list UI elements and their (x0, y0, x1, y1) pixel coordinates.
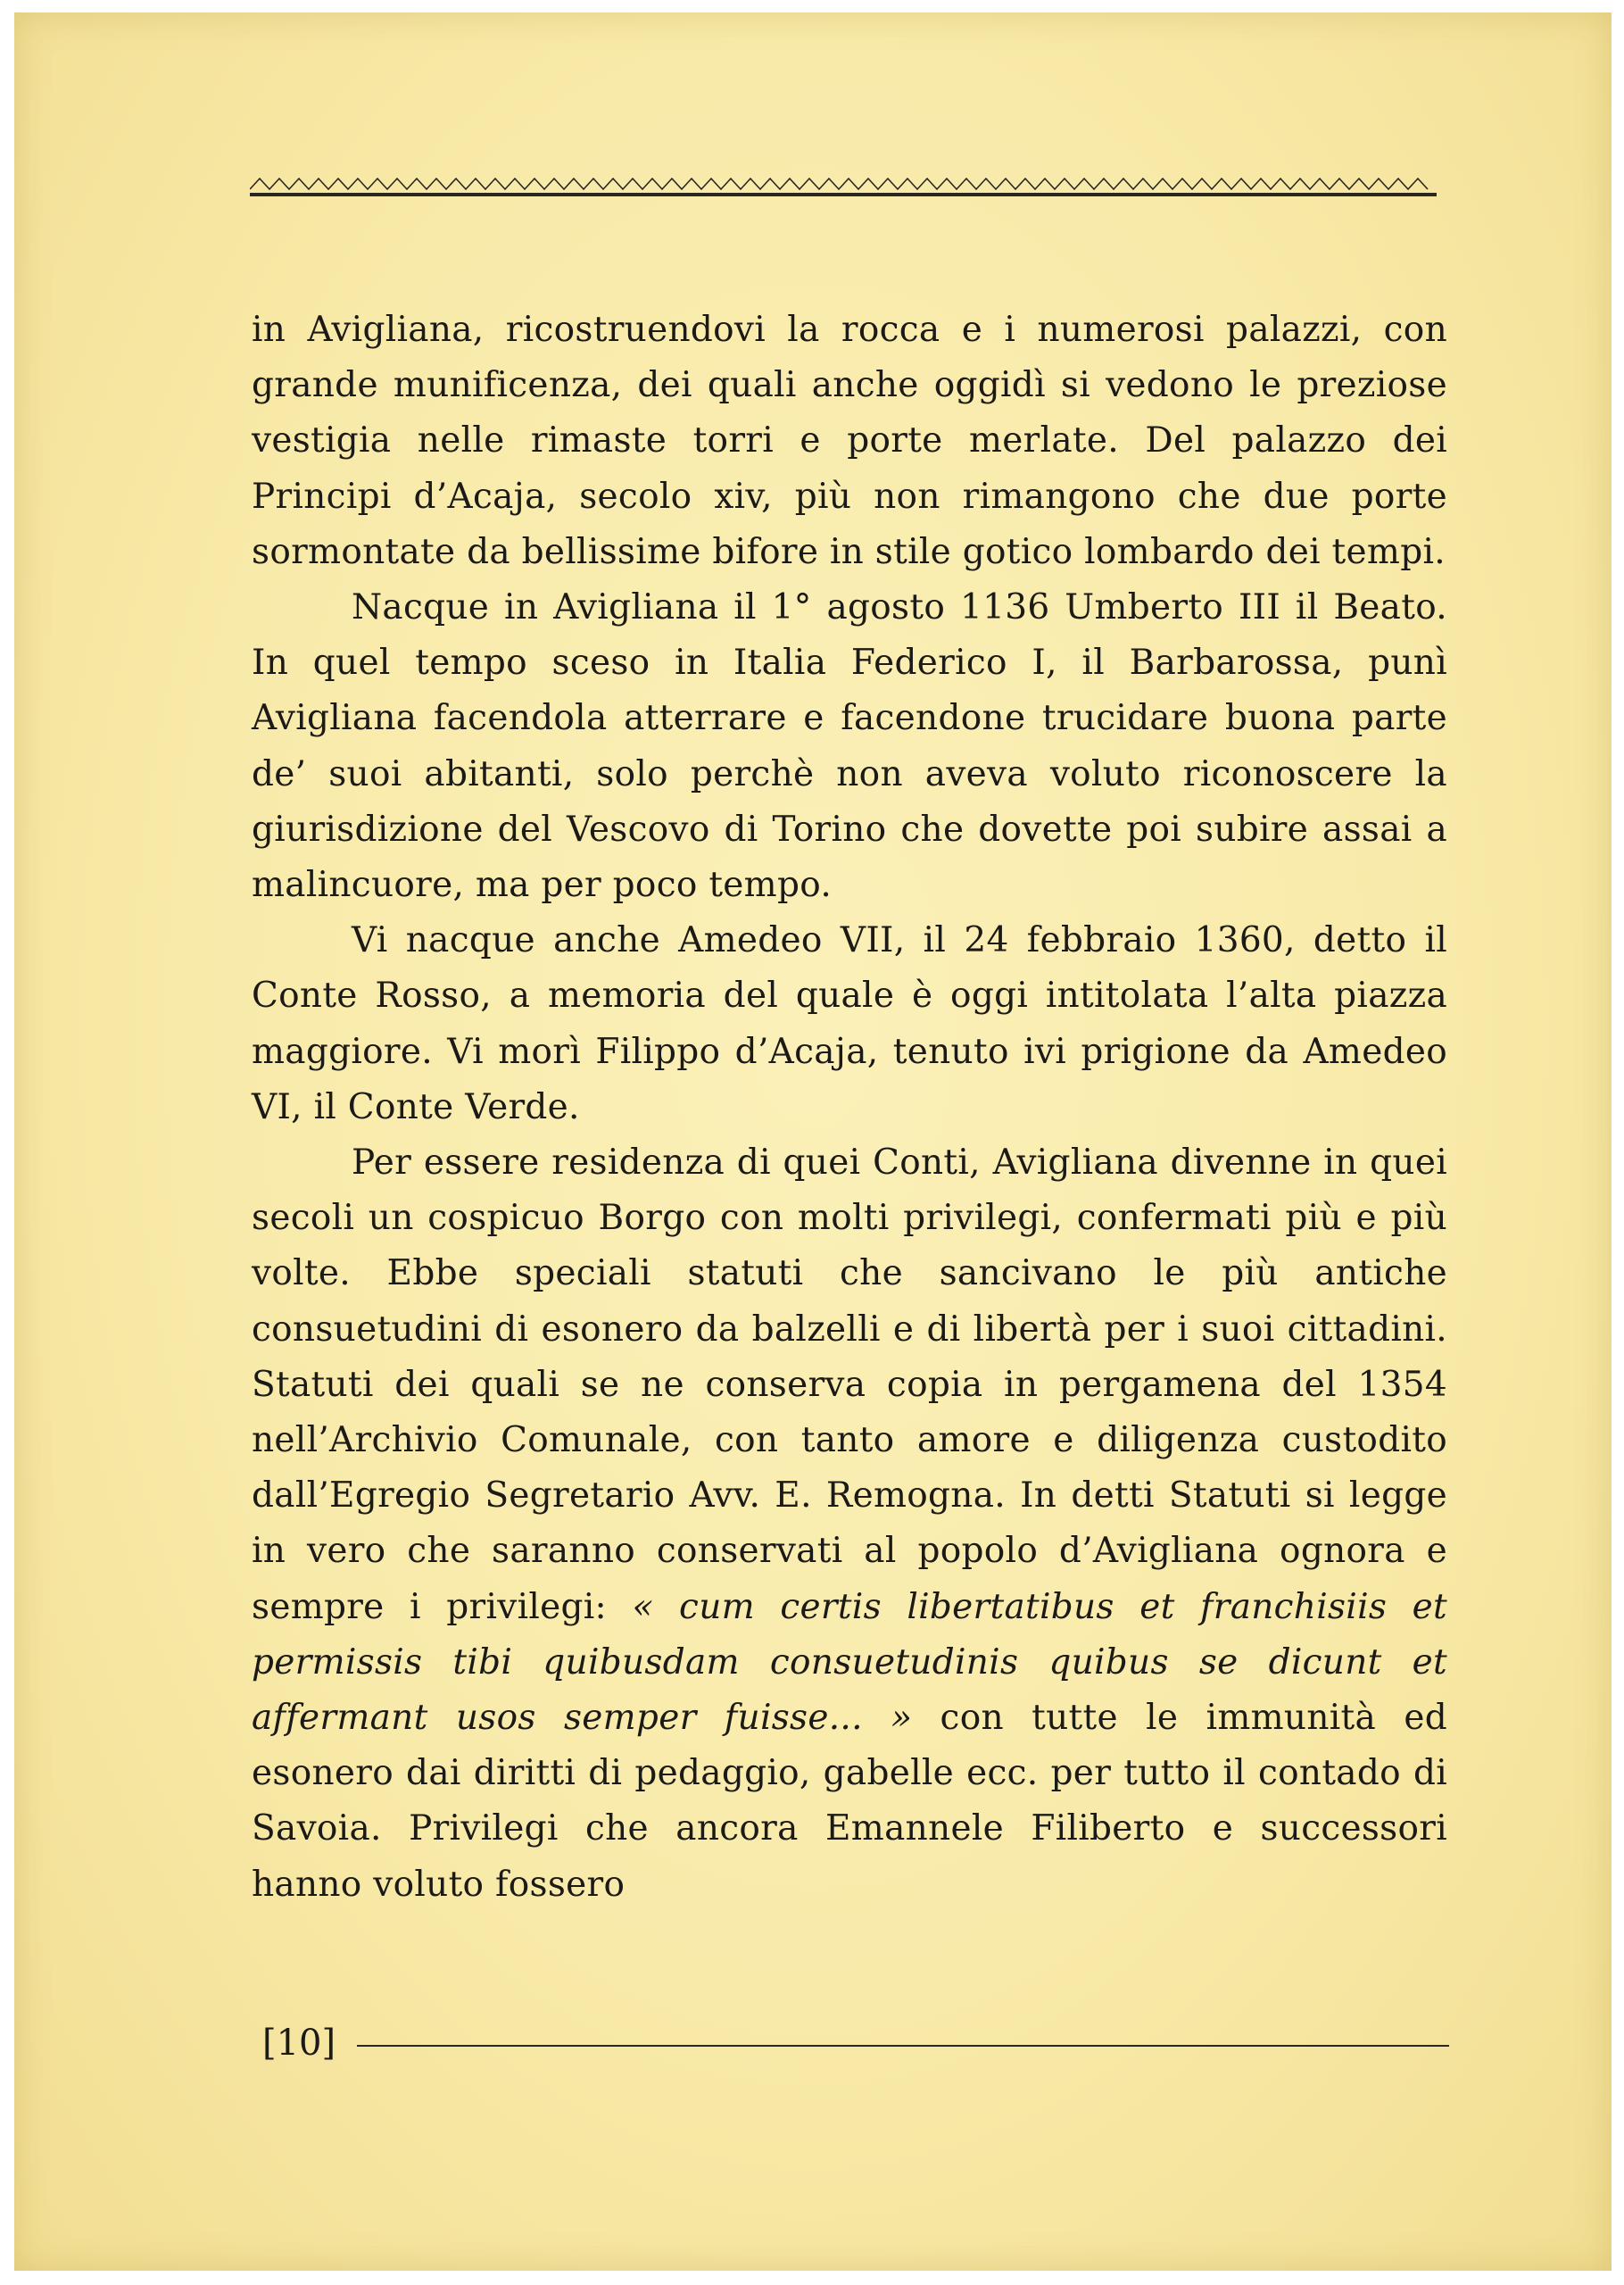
footer-rule (357, 2045, 1449, 2047)
paragraph-2: Nacque in Avigliana il 1° agosto 1136 Umberto III il Beato. In quel tempo sceso in Italia Federico I, il Barbarossa, punì Avigliana facendola atterrare e facendone trucidare buona parte de’ suoi abitanti, solo perchè non aveva voluto riconoscere la giurisdizione del Vescovo di Torino che dovette poi subire assai a malincuore, ma per poco tempo. (252, 587, 1447, 906)
paragraph-4-continuation: con tutte le immunità ed esonero dai diritti di pedaggio, gabelle ecc. per tutto il contado di Savoia. Privilegi che ancora Emannele Filiberto e successori hanno voluto fossero (252, 1698, 1447, 1905)
paragraph-4 (252, 1135, 1447, 1913)
paragraph-4-intro: Per essere residenza di quei Conti, Avigliana divenne in quei secoli un cospicuo Borgo con molti privilegi, confermati più e più volte. Ebbe speciali statuti che sancivano le più antiche consuetudini di esonero da balzelli e di libertà per i suoi cittadini. Statuti dei quali se ne conserva copia in pergamena del 1354 nell’Archivio Comunale, con tanto amore e diligenza custodito dall’Egregio Segretario Avv. E. Remogna. In detti Statuti si legge in vero che saranno conservati al popolo d’Avigliana ognora e sempre i privilegi: (252, 1142, 1447, 1627)
body-text (252, 303, 1447, 1913)
paragraph-3: Vi nacque anche Amedeo VII, il 24 febbraio 1360, detto il Conte Rosso, a memoria del quale è oggi intitolata l’alta piazza maggiore. Vi morì Filippo d’Acaja, tenuto ivi prigione da Amedeo VI, il Conte Verde. (252, 920, 1447, 1127)
latin-quotation: « cum certis libertatibus et franchisiis et permissis tibi quibusdam consuetudinis quibus se dicunt et affermant usos semper fuisse... » (252, 1586, 1447, 1739)
header-ornament (250, 162, 1437, 207)
paragraph-1: in Avigliana, ricostruendovi la rocca e i numerosi palazzi, con grande munificenza, dei quali anche oggidì si vedono le preziose vestigia nelle rimaste torri e porte merlate. Del palazzo dei Principi d’Acaja, secolo xiv, più non rimangono che due porte sormontate da bellissime bifore in stile gotico lombardo dei tempi. (252, 310, 1447, 572)
page-footer (262, 2012, 1449, 2074)
book-page (14, 12, 1612, 2271)
page-number: [10] (262, 2023, 336, 2064)
